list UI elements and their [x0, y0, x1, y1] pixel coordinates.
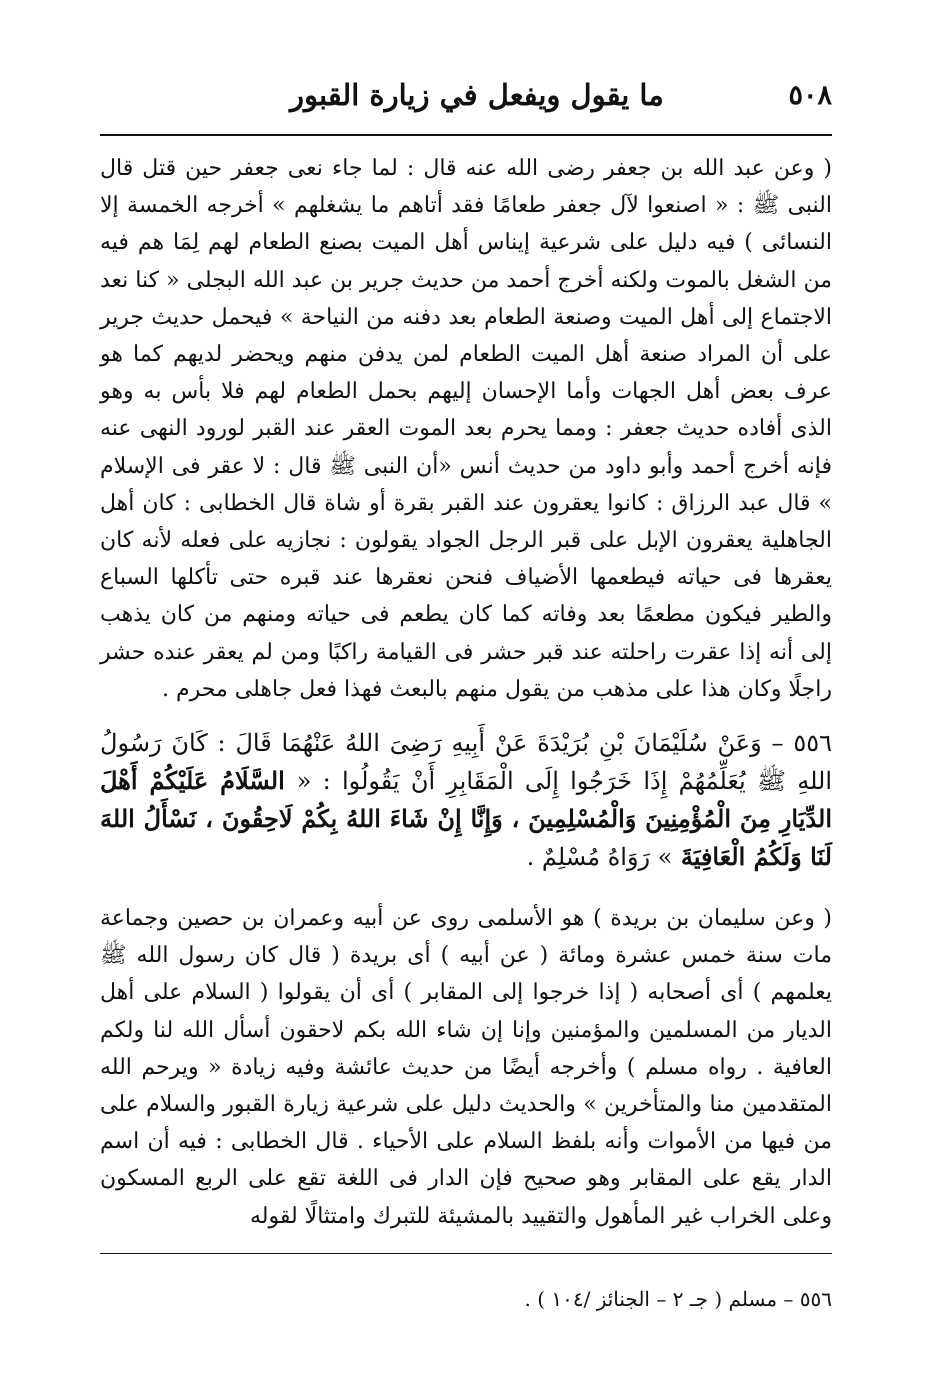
commentary-paragraph-2: ( وعن سليمان بن بريدة ) هو الأسلمى روى عن أبيه وعمران بن حصين وجماعة مات سنة خمس عشرة ومائة ( عن أبيه ) أى بريدة ( قال كان رسول الله ﷺ يعلمهم ) أى أصحابه ( إذا خرجوا إلى المقابر ) أى أن يقولوا ( السلام على أهل الديار من المسلمين والمؤمنين وإنا إن شاء الله بكم لاحقون أسأل الله لنا ولكم العافية . رواه مسلم ) وأخرجه أيضًا من حديث عائشة وفيه زيادة « ويرحم الله المتقدمين منا والمتأخرين » والحديث دليل على شرعية زيارة القبور والسلام على من فيها من الأموات وأنه بلفظ السلام على الأحياء . قال الخطابى : فيه أن اسم الدار يقع على المقابر وهو صحيح فإن الدار فى اللغة تقع على الربع المسكون وعلى الخراب غير المأهول والتقييد بالمشيئة للتبرك وامتثالًا لقوله — [100, 906, 832, 1229]
hadith-text: السَّلَامُ عَلَيْكُمْ أَهْلَ الدِّيَارِ مِنَ الْمُؤْمِنِينَ وَالْمُسْلِمِينَ ، وَإِنَّا إِنْ شَاءَ اللهُ بِكُمْ لَاحِقُونَ ، نَسْأَلُ اللهَ لَنَا وَلَكُمُ الْعَافِيَةَ — [100, 766, 832, 872]
hadith-intro: ٥٥٦ – وَعَنْ سُلَيْمَانَ بْنِ بُرَيْدَةَ عَنْ أَبِيهِ رَضِىَ اللهُ عَنْهُمَا قَالَ : كَانَ رَسُولُ اللهِ ﷺ يُعَلِّمُهُمْ إِذَا خَرَجُوا إِلَى الْمَقَابِرِ أَنْ يَقُولُوا : « — [100, 729, 833, 796]
hadith-556 — [100, 724, 832, 876]
paragraph-gap — [100, 876, 832, 900]
commentary-paragraph-1: ( وعن عبد الله بن جعفر رضى الله عنه قال : لما جاء نعى جعفر حين قتل قال النبى ﷺ : « اصنعوا لآل جعفر طعامًا فقد أتاهم ما يشغلهم » أخرجه الخمسة إلا النسائى ) فيه دليل على شرعية إيناس أهل الميت بصنع الطعام لهم لِمَا هم فيه من الشغل بالموت ولكنه أخرج أحمد من حديث جرير بن عبد الله البجلى « كنا نعد الاجتماع إلى أهل الميت وصنعة الطعام بعد دفنه من النياحة » فيحمل حديث جرير على أن المراد صنعة أهل الميت الطعام لمن يدفن منهم ويحضر لديهم كما هو عرف بعض أهل الجهات وأما الإحسان إليهم بحمل الطعام لهم فلا بأس به وهو الذى أفاده حديث جعفر : ومما يحرم بعد الموت العقر عند القبر لورود النهى عنه فإنه أخرج أحمد وأبو داود من حديث أنس «أن النبى ﷺ قال : لا عقر فى الإسلام » قال عبد الرزاق : كانوا يعقرون عند القبر بقرة أو شاة قال الخطابى : كان أهل الجاهلية يعقرون الإبل على قبر الرجل الجواد يقولون : نجازيه على فعله لأنه كان يعقرها فى حياته فيطعمها الأضياف فنحن نعقرها عند قبره حتى تأكلها السباع والطير فيكون مطعمًا بعد وفاته كما كان يطعم فى حياته ومنهم من كان يذهب إلى أنه إذا عقرت راحلته عند قبر حشر فى القيامة راكبًا ومن لم يعقر عنده حشر راجلًا وكان هذا على مذهب من يقول منهم بالبعث فهذا فعل جاهلى محرم . — [100, 156, 832, 702]
footnote-rule — [100, 1253, 832, 1254]
page-number: ٥٠٨ — [788, 80, 832, 111]
running-title: ما يقول ويفعل في زيارة القبور — [290, 78, 664, 112]
page-header — [100, 70, 832, 126]
hadith-outro: » رَوَاهُ مُسْلِمٌ . — [526, 843, 673, 872]
page-body — [100, 150, 832, 1235]
header-rule — [100, 134, 832, 136]
footnote: ٥٥٦ – مسلم ( جـ ٢ – الجنائز /١٠٤ ) . — [524, 1287, 832, 1311]
paragraph-gap — [100, 708, 832, 724]
